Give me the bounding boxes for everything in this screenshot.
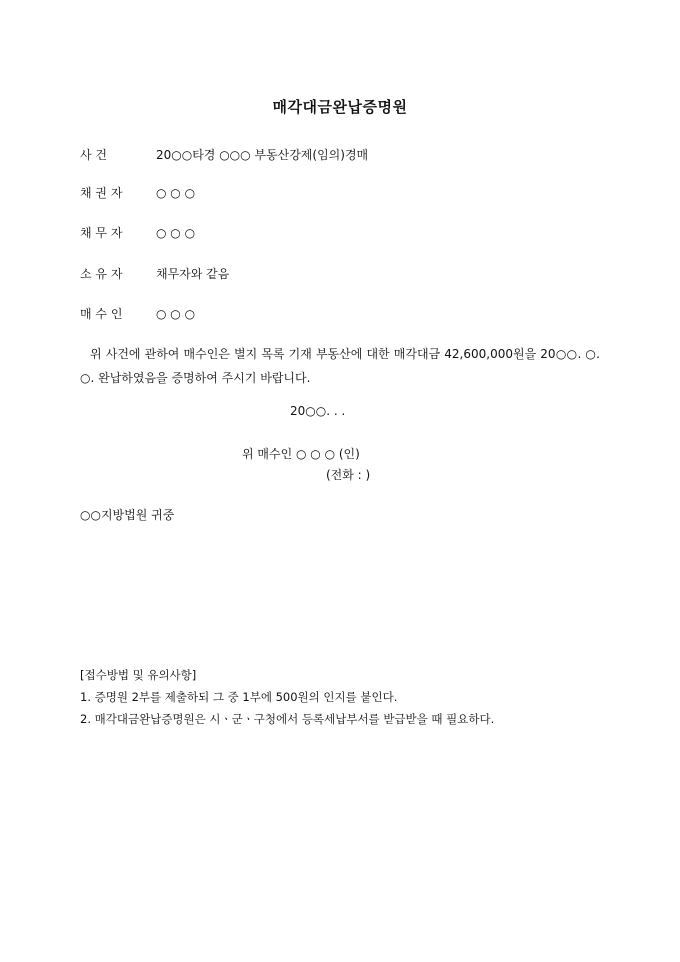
field-label: 사 건 — [80, 148, 107, 162]
signer-line: 위 매수인 ○ ○ ○ (인) — [242, 447, 360, 461]
field-label: 소 유 자 — [80, 267, 123, 281]
date-line: 20○○. . . — [290, 404, 346, 418]
field-value: ○ ○ ○ — [156, 186, 196, 200]
field-debtor — [80, 224, 195, 241]
court-addressee: ○○지방법원 귀중 — [80, 508, 175, 522]
notes-section — [80, 664, 494, 730]
field-label: 채 권 자 — [80, 186, 123, 200]
field-value: ○ ○ ○ — [156, 307, 196, 321]
field-label: 채 무 자 — [80, 226, 123, 240]
field-value: ○ ○ ○ — [156, 226, 196, 240]
field-case — [80, 146, 368, 163]
field-creditor — [80, 184, 195, 201]
notes-heading: [접수방법 및 유의사항] — [80, 668, 197, 682]
field-value: 20○○타경 ○○○ 부동산강제(임의)경매 — [156, 148, 369, 162]
notes-item: 2. 매각대금완납증명원은 시ㆍ군ㆍ구청에서 등록세납부서를 받급받을 때 필요하다. — [80, 712, 495, 726]
document-title: 매각대금완납증명원 — [272, 98, 408, 116]
notes-item: 1. 증명원 2부를 제출하되 그 중 1부에 500원의 인지를 붙인다. — [80, 690, 398, 704]
field-value: 채무자와 같음 — [156, 267, 230, 281]
field-label: 매 수 인 — [80, 307, 123, 321]
field-owner — [80, 265, 229, 282]
field-buyer — [80, 305, 195, 322]
phone-line: (전화 : ) — [326, 468, 371, 482]
request-paragraph: 위 사건에 관하여 매수인은 별지 목록 기재 부동산에 대한 매각대금 42,600,000원을 20○○. ○. ○. 완납하였음을 증명하여 주시기 바랍니다. — [80, 347, 600, 385]
